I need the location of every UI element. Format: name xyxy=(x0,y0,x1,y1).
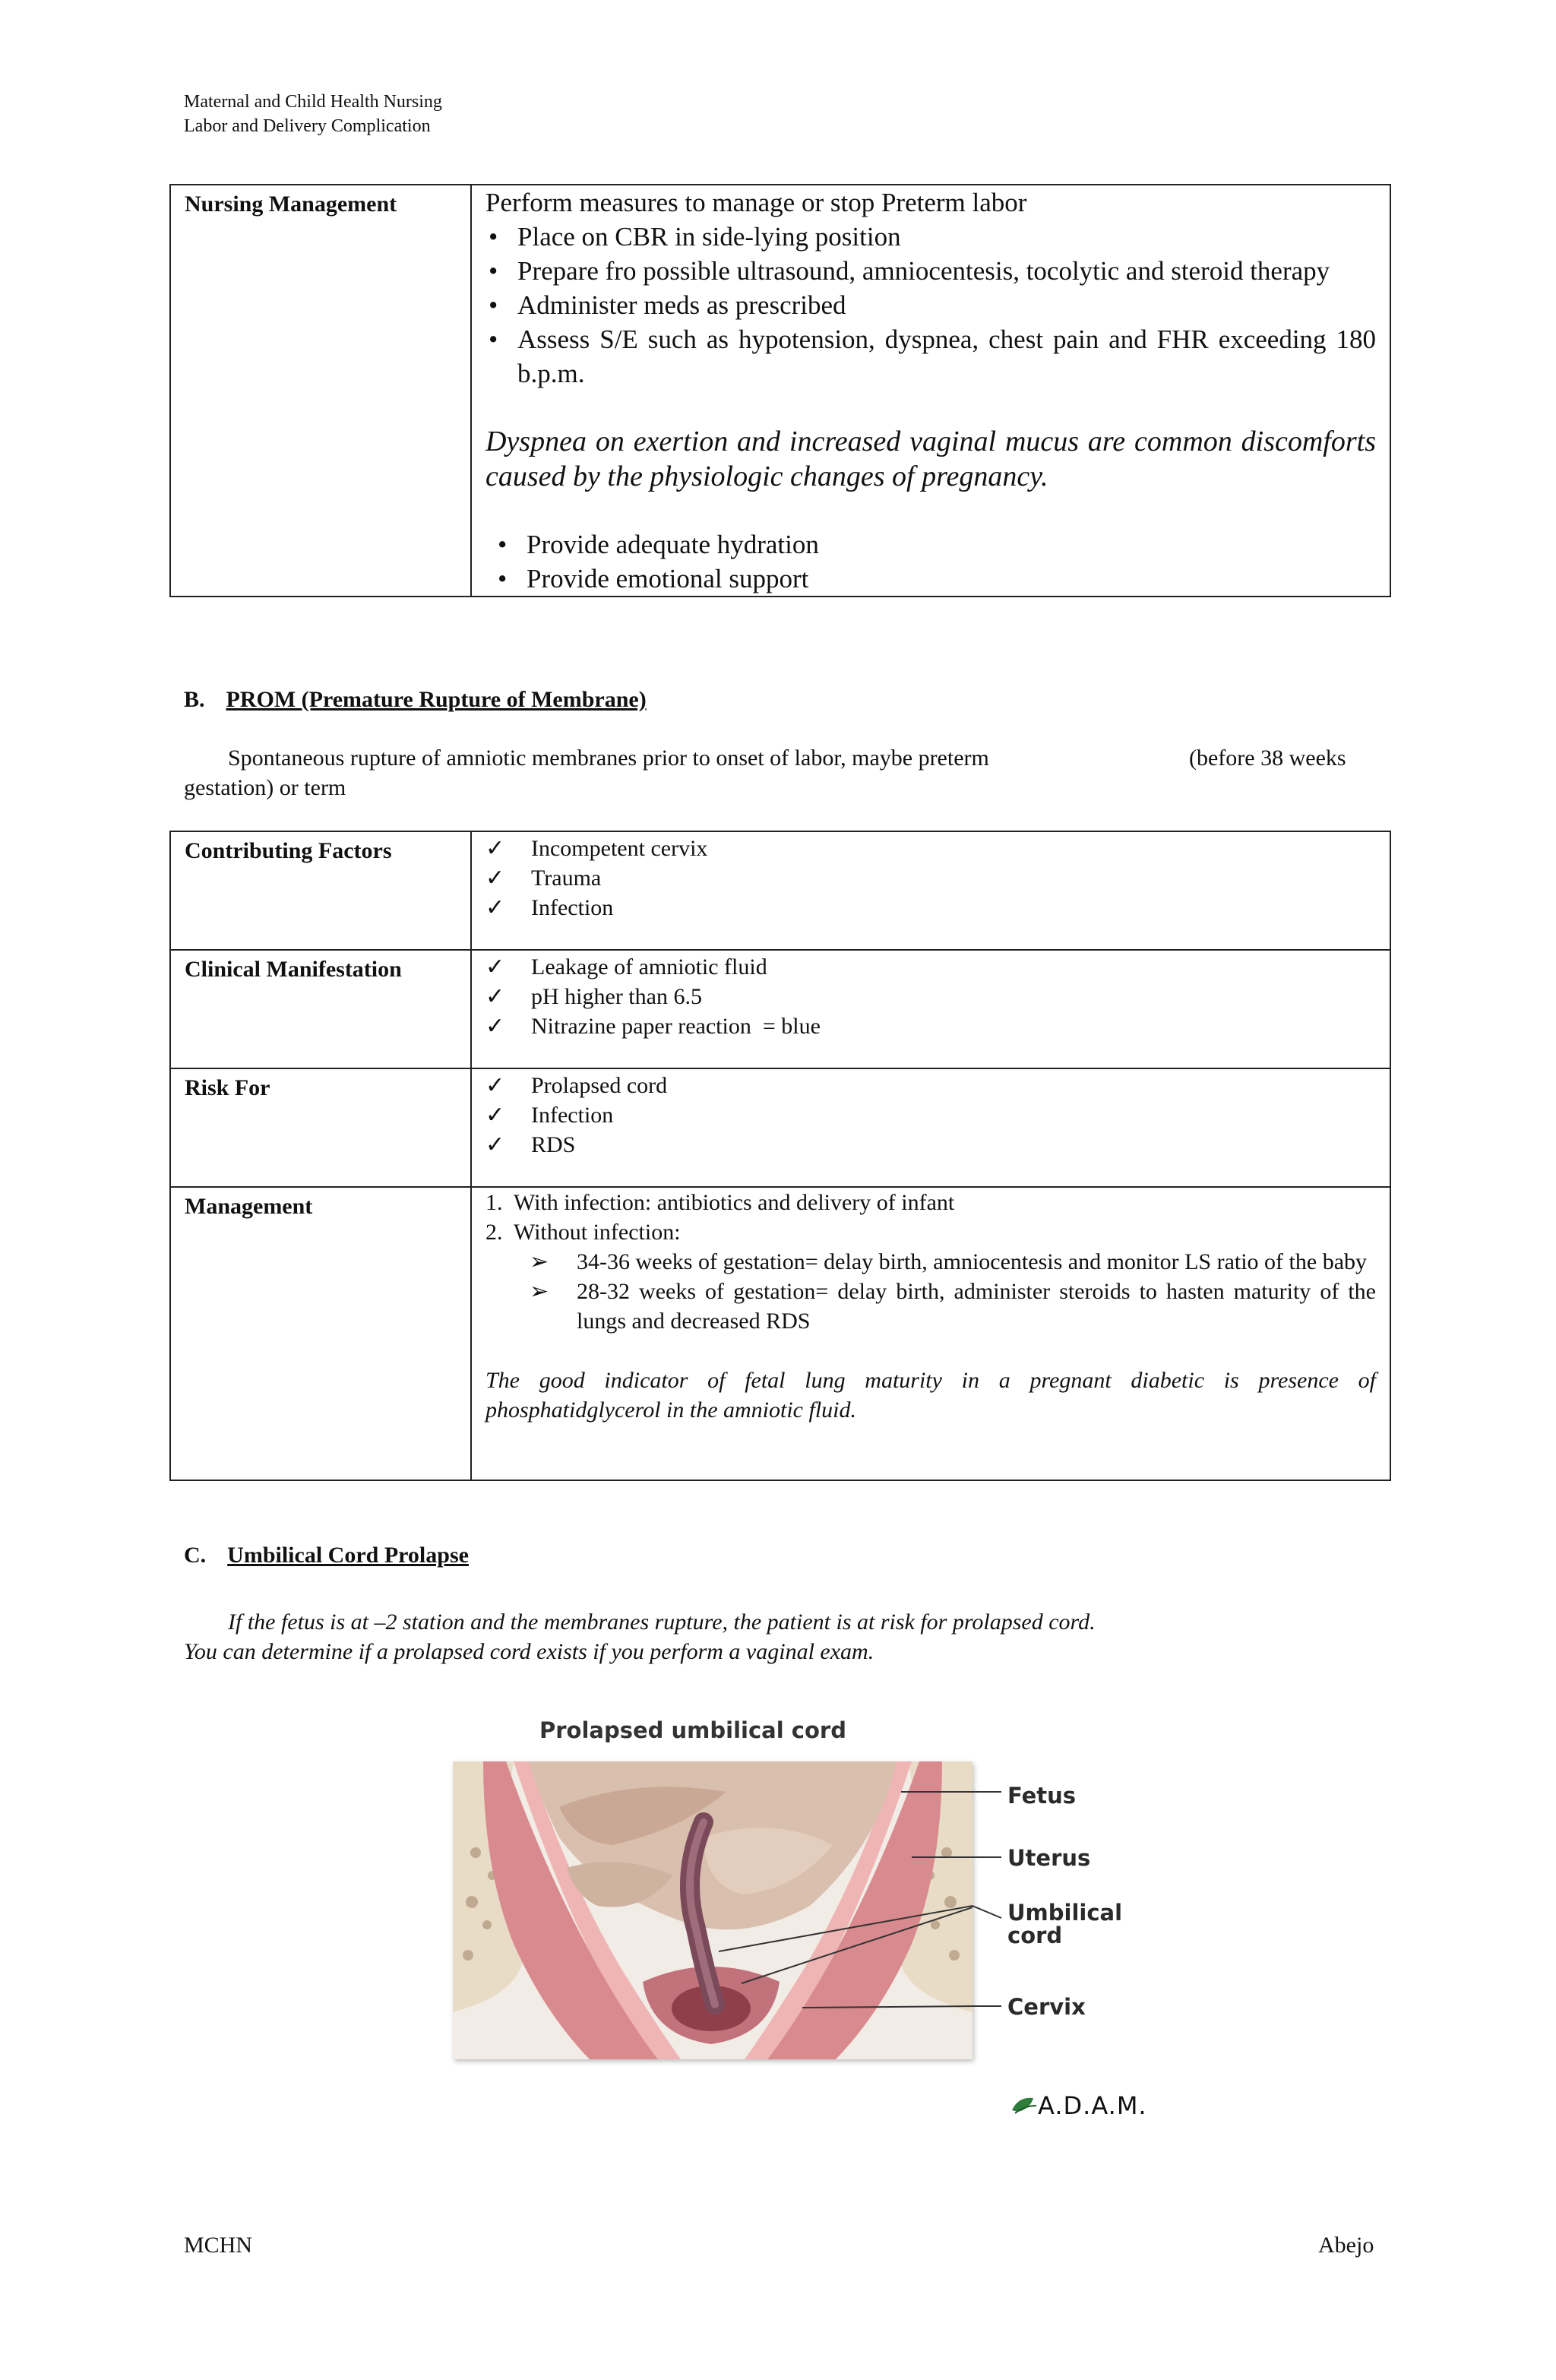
label-leaders xyxy=(972,1761,1006,2020)
prom-table xyxy=(169,831,1391,1481)
prolapsed-cord-illustration xyxy=(453,1761,972,2059)
list-item: • Prepare fro possible ultrasound, amniocentesis, tocolytic and steroid therapy xyxy=(485,254,1376,288)
table-row xyxy=(170,831,1390,950)
figure-title: Prolapsed umbilical cord xyxy=(539,1717,846,1743)
management-content xyxy=(472,1188,1393,1425)
management-note: The good indicator of fetal lung maturity in a pregnant diabetic is presence of phosphatidglycerol in the amniotic fluid. xyxy=(485,1368,1376,1423)
list-item: • Provide adequate hydration xyxy=(495,527,1376,562)
section-b-letter: B. xyxy=(184,687,205,712)
nursing-bullet-list-2 xyxy=(485,527,1376,596)
label-cord: cord xyxy=(1007,1923,1063,1948)
row-label-risk-for: Risk For xyxy=(185,1075,270,1100)
header-topic: Labor and Delivery Complication xyxy=(184,116,431,136)
section-c-letter: C. xyxy=(184,1543,207,1568)
table-row xyxy=(170,950,1390,1068)
label-fetus: Fetus xyxy=(1007,1783,1077,1809)
section-c-line-1: If the fetus is at –2 station and the membranes rupture, the patient is at risk for prolapsed cord. xyxy=(228,1609,1096,1635)
arrow-bullet-icon: ➢ xyxy=(530,1249,549,1274)
list-item: ✓ Incompetent cervix xyxy=(485,834,1390,863)
section-c-line-2: You can determine if a prolapsed cord exists if you perform a vaginal exam. xyxy=(184,1639,874,1664)
section-b-title: PROM (Premature Rupture of Membrane) xyxy=(226,687,647,712)
check-list xyxy=(472,1069,1390,1160)
logo-text: A.D.A.M. xyxy=(1038,2091,1147,2120)
bullet-icon: • xyxy=(498,530,508,559)
list-item: • Administer meds as prescribed xyxy=(485,288,1376,322)
list-item: ✓ Nitrazine paper reaction = blue xyxy=(485,1011,1390,1041)
management-item-2: 2. Without infection: xyxy=(485,1220,681,1245)
list-item: ✓ pH higher than 6.5 xyxy=(485,982,1390,1011)
list-item: ✓ Infection xyxy=(485,1100,1390,1130)
row-label-contributing-factors: Contributing Factors xyxy=(185,838,392,863)
section-b-desc-3: gestation) or term xyxy=(184,775,346,800)
list-item: ➢ 28-32 weeks of gestation= delay birth, administer steroids to hasten maturity of the lungs and decreased RDS xyxy=(485,1277,1376,1336)
check-list xyxy=(472,951,1390,1041)
nursing-intro: Perform measures to manage or stop Preterm labor xyxy=(485,188,1027,217)
nursing-bullet-list xyxy=(485,220,1376,391)
list-item: ✓ RDS xyxy=(485,1130,1390,1160)
list-item: ✓ Infection xyxy=(485,893,1390,923)
management-item-1: 1. With infection: antibiotics and delivery of infant xyxy=(485,1190,955,1215)
section-c-heading xyxy=(184,1543,469,1568)
bullet-icon: • xyxy=(498,564,508,593)
section-b-heading xyxy=(184,687,647,713)
list-item: • Provide emotional support xyxy=(495,562,1376,596)
checkmark-icon: ✓ xyxy=(485,836,505,861)
row-label-management: Management xyxy=(185,1194,313,1219)
list-item: • Place on CBR in side-lying position xyxy=(485,220,1376,254)
footer-left: MCHN xyxy=(184,2233,253,2258)
bullet-icon: • xyxy=(489,324,498,354)
check-list xyxy=(472,832,1390,923)
nursing-management-label: Nursing Management xyxy=(185,191,397,217)
list-item: • Assess S/E such as hypotension, dyspnea, chest pain and FHR exceeding 180 b.p.m. xyxy=(485,322,1376,391)
section-b-desc-2: (before 38 weeks xyxy=(1189,745,1346,771)
nursing-management-table xyxy=(169,184,1391,597)
adam-logo xyxy=(1010,2091,1147,2120)
footer-right: Abejo xyxy=(1318,2233,1374,2258)
checkmark-icon: ✓ xyxy=(485,1132,505,1157)
arrow-bullet-icon: ➢ xyxy=(530,1279,549,1304)
leaf-icon xyxy=(1010,2095,1038,2116)
row-label-clinical-manifestation: Clinical Manifestation xyxy=(185,957,402,982)
anatomy-illustration xyxy=(453,1761,972,2059)
table-row xyxy=(170,1068,1390,1187)
label-umbilical: Umbilical xyxy=(1007,1900,1123,1926)
section-b-desc-1: Spontaneous rupture of amniotic membranes prior to onset of labor, maybe preterm xyxy=(228,745,989,771)
checkmark-icon: ✓ xyxy=(485,1073,505,1098)
header-course: Maternal and Child Health Nursing xyxy=(184,92,442,112)
list-item: ✓ Trauma xyxy=(485,863,1390,893)
list-item: ✓ Prolapsed cord xyxy=(485,1071,1390,1100)
section-c-title: Umbilical Cord Prolapse xyxy=(227,1543,469,1568)
nursing-management-content xyxy=(472,185,1390,596)
checkmark-icon: ✓ xyxy=(485,895,505,920)
checkmark-icon: ✓ xyxy=(485,984,505,1009)
checkmark-icon: ✓ xyxy=(485,866,505,891)
bullet-icon: • xyxy=(489,290,498,320)
bullet-icon: • xyxy=(489,222,498,252)
table-row xyxy=(170,1187,1390,1480)
list-item: ✓ Leakage of amniotic fluid xyxy=(485,952,1390,982)
list-item: ➢ 34-36 weeks of gestation= delay birth, amniocentesis and monitor LS ratio of the baby xyxy=(485,1247,1376,1277)
arrow-list xyxy=(485,1247,1393,1336)
nursing-note: Dyspnea on exertion and increased vaginal mucus are common discomforts caused by the physiologic changes of pregnancy. xyxy=(485,426,1376,492)
checkmark-icon: ✓ xyxy=(485,1103,505,1128)
label-uterus: Uterus xyxy=(1007,1845,1091,1871)
bullet-icon: • xyxy=(489,256,498,286)
label-cervix: Cervix xyxy=(1007,1994,1086,2020)
checkmark-icon: ✓ xyxy=(485,1014,505,1039)
checkmark-icon: ✓ xyxy=(485,954,505,980)
